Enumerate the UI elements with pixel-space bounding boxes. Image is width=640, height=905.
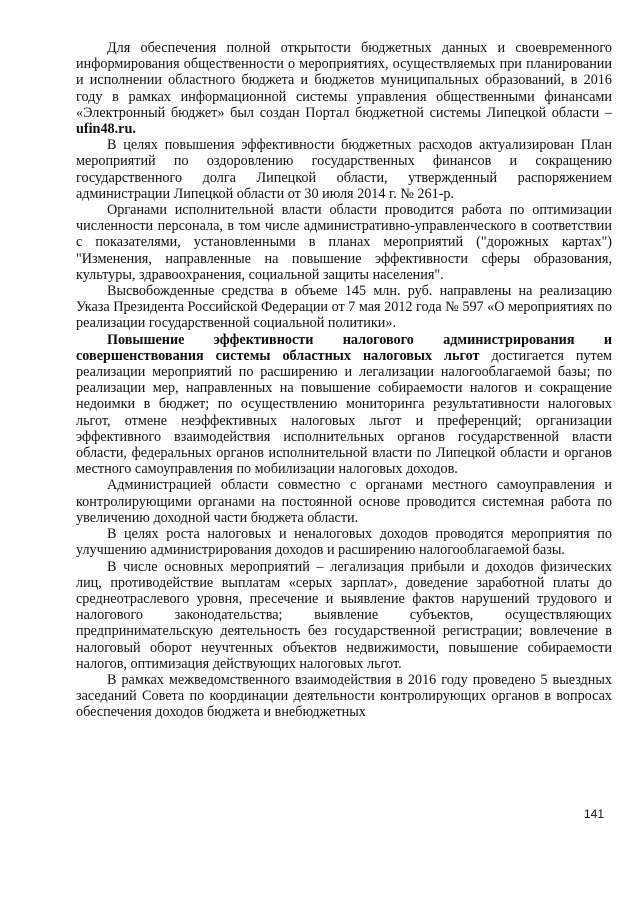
portal-link[interactable]: ufin48.ru. xyxy=(76,121,136,138)
paragraph-portal-text: Для обеспечения полной открытости бюджетных данных и своевременного информирования общественности о мероприятиях, осуществляемых при планировании и исполнении областного бюджета и бюджетов муниципальных образований, в 2016 году в рамках информационной системы управления общественными финансами «Электронный бюджет» был создан Портал бюджетной системы Липецкой области – xyxy=(76,40,612,121)
paragraph-revenue-growth: В целях роста налоговых и неналоговых доходов проводятся мероприятия по улучшению администрирования доходов и расширению налогооблагаемой базы. xyxy=(76,526,612,559)
document-page xyxy=(76,40,612,721)
paragraph-portal xyxy=(76,40,612,137)
paragraph-released-funds: Высвобожденные средства в объеме 145 млн. руб. направлены на реализацию Указа Президента Российской Федерации от 7 мая 2012 года № 597 «О мероприятиях по реализации государственной социальной политики». xyxy=(76,283,612,332)
paragraph-optimization-plan: В целях повышения эффективности бюджетных расходов актуализирован План мероприятий по оздоровлению государственных финансов и сокращению государственного долга Липецкой области, утвержденный распоряжением администрации Липецкой области от 30 июля 2014 г. № 261-р. xyxy=(76,137,612,202)
tax-administration-text: достигается путем реализации мероприятий по расширению и легализации налогооблагаемой базы; по реализации мер, направленных на повышение собираемости налогов и сокращение недоимки в бюджет; по осуществлению мониторинга результативности налоговых льгот, отмене неэффективных налоговых льгот и преференций; организации эффективного взаимодействия исполнительных органов государственной власти области, федеральных органов исполнительной власти по Липецкой области и органов местного самоуправления по мобилизации налоговых доходов. xyxy=(76,347,613,478)
paragraph-tax-administration xyxy=(76,332,612,478)
paragraph-systemic-work: Администрацией области совместно с органами местного самоуправления и контролирующими органами на постоянной основе проводится системная работа по увеличению доходной части бюджета области. xyxy=(76,477,612,526)
paragraph-interagency: В рамках межведомственного взаимодействия в 2016 году проведено 5 выездных заседаний Совета по координации деятельности контролирующих органов в вопросах обеспечения доходов бюджета и внебюджетных xyxy=(76,671,612,721)
paragraph-main-measures: В числе основных мероприятий – легализация прибыли и доходов физических лиц, противодействие выплатам «серых зарплат», доведение заработной платы до среднеотраслевого уровня, пресечение и выявление фактов нарушений трудового и налогового законодательства; выявление субъектов, осуществляющих предпринимательскую деятельность без государственной регистрации; вовлечение в налоговый оборот неучтенных объектов недвижимости, повышение собираемости налогов, оптимизация действующих налоговых льгот. xyxy=(76,558,612,672)
paragraph-staff-optimization: Органами исполнительной власти области проводится работа по оптимизации численности персонала, в том числе административно-управленческого в соответствии с показателями, установленными в планах мероприятий ("дорожных картах") "Изменения, направленные на повышение эффективности сферы образования, культуры, здравоохранения, социальной защиты населения". xyxy=(76,202,612,283)
page-number: 141 xyxy=(583,807,604,821)
tax-administration-heading: Повышение эффективности налогового администрирования и совершенствования системы областных налоговых льгот xyxy=(76,331,612,364)
